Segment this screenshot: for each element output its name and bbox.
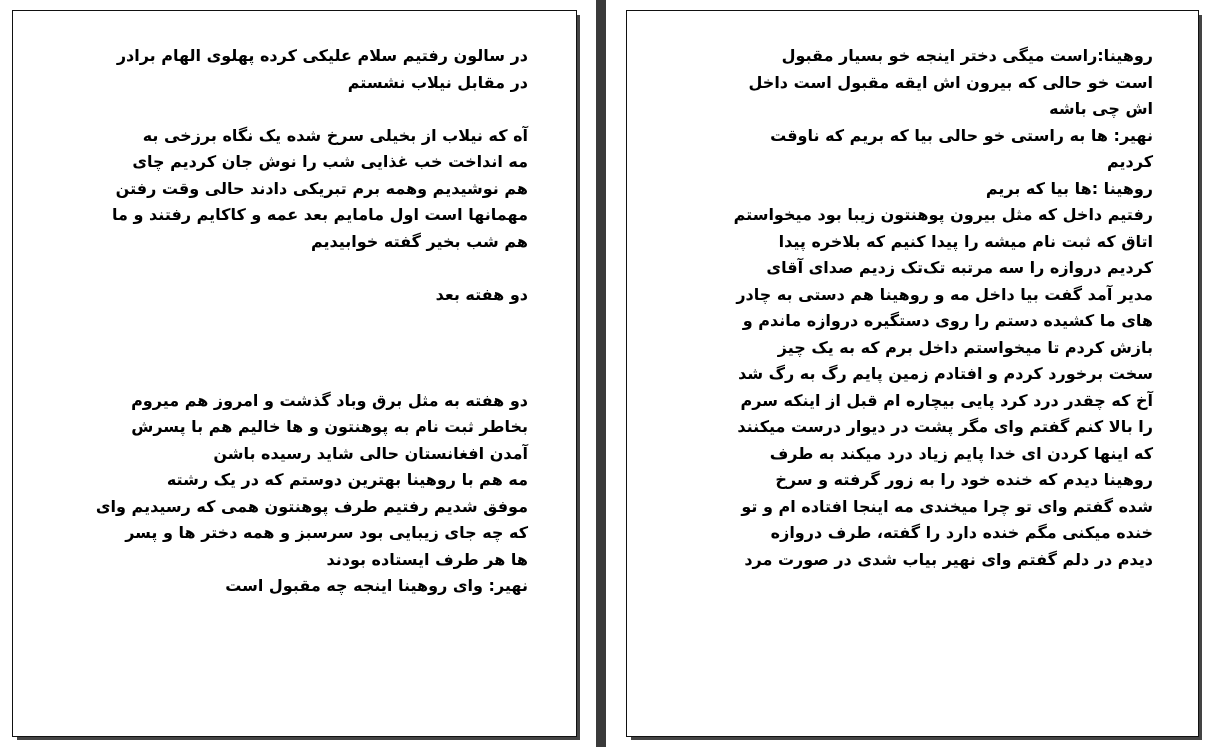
text-line: روهینا :ها بیا که بریم — [985, 178, 1153, 198]
text-line: مه انداخت خب غذایی شب را نوش جان کردیم چای — [132, 152, 528, 171]
text-line: اش چی باشه — [1049, 99, 1153, 118]
text-line: هم شب بخیر گفته خوابیدیم — [310, 231, 528, 251]
text-line: آمدن افغانستان حالی شاید رسیده باشن — [213, 443, 528, 463]
text-line: ها هر طرف ایستاده بودند — [326, 549, 528, 569]
text-line: آه که نیلاب از بخیلی سرخ شده یک نگاه برزخی به — [142, 125, 528, 145]
text-line: دیدم در دلم گفتم وای نهیر بیاب شدی در صورت مرد — [744, 549, 1153, 569]
text-line: مه هم با روهینا بهترین دوستم که در یک رشته — [166, 470, 528, 489]
text-line: نهیر: وای روهینا اینجه چه مقبول است — [225, 576, 528, 595]
text-line: مدیر آمد گفت بیا داخل مه و روهینا هم دستی به چادر — [736, 284, 1153, 304]
text-line: کردیم دروازه را سه مرتبه تک‌تک زدیم صدای آقای — [766, 258, 1153, 277]
text-line: کردیم — [1106, 152, 1153, 171]
text-line: روهینا:راست میگی دختر اینجه خو بسیار مقبول — [781, 46, 1153, 65]
text-line: را بالا کنم گفتم وای مگر پشت در دیوار درست میکنند — [737, 417, 1153, 436]
paragraph — [73, 573, 528, 600]
text-line: بازش کردم تا میخواستم داخل برم که به یک چیز — [777, 337, 1153, 357]
text-line: رفتیم داخل که مثل بیرون پوهنتون زیبا بود میخواستم — [733, 205, 1153, 224]
page-left — [12, 10, 577, 737]
text-line: بخاطر ثبت نام به پوهنتون و ها خالیم هم با پسرش — [131, 417, 528, 436]
text-line: که چه جای زیبایی بود سرسبز و همه دختر ها و پسر — [125, 523, 528, 542]
text-line: روهینا دیدم که خنده خود را به زور گرفته و سرخ — [775, 470, 1153, 489]
page-right — [626, 10, 1199, 737]
page-separator — [596, 0, 606, 747]
page-left-text — [73, 43, 528, 600]
text-line: در سالون رفتیم سلام علیکی کرده پهلوی الهام برادر — [116, 46, 528, 65]
text-line: دو هفته به مثل برق وباد گذشت و امروز هم میروم — [131, 390, 528, 410]
text-line: آخ که چقدر درد کرد پایی بیچاره ام قبل از اینکه سرم — [740, 390, 1153, 410]
text-line: هم نوشیدیم وهمه برم تبریکی دادند حالی وقت رفتن — [115, 178, 528, 198]
text-line: مهمانها است اول مامایم بعد عمه و کاکایم رفتند و ما — [112, 205, 528, 224]
text-line: است خو حالی که بیرون اش ایقه مقبول است داخل — [748, 72, 1153, 92]
text-line: شده گفتم وای تو چرا میخندی مه اینجا افتاده ام و تو — [741, 496, 1153, 516]
text-line: خنده میکنی مگم خنده دارد را گفته، طرف دروازه — [770, 523, 1153, 542]
page-right-text — [705, 43, 1153, 573]
text-line: موفق شدیم رفتیم طرف پوهنتون همی که رسیدیم وای — [95, 496, 528, 516]
text-line: که اینها کردن ای خدا پایم زیاد درد میکند به طرف — [769, 443, 1153, 463]
paragraph — [73, 388, 528, 468]
text-line: نهیر: ها به راستی خو حالی بیا که بریم که ناوقت — [770, 125, 1153, 145]
text-line: های ما کشیده دستم را روی دستگیره دروازه ماندم و — [742, 311, 1153, 330]
text-line: اتاق که ثبت نام میشه را پیدا کنیم که بلاخره پیدا — [778, 231, 1153, 251]
paragraph — [73, 123, 528, 256]
section-heading: دو هفته بعد — [435, 284, 528, 304]
paragraph — [73, 43, 528, 96]
text-line: سخت برخورد کردم و افتادم زمین پایم رگ به رگ شد — [738, 364, 1153, 383]
paragraph — [73, 467, 528, 573]
text-line: در مقابل نیلاب نشستم — [347, 72, 528, 92]
